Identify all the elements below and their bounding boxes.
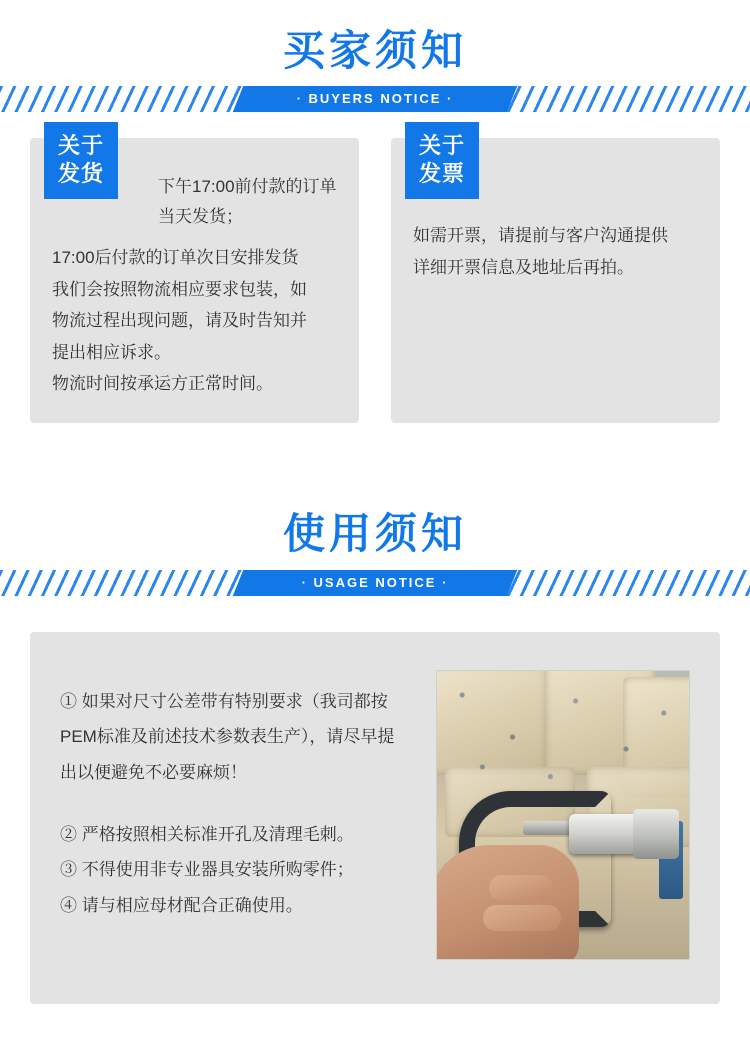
photo-parts-grit [437, 671, 689, 791]
buyers-notice-title: 买家须知 [282, 27, 467, 74]
card-invoice-body [413, 220, 698, 283]
usage-item-1-line-1: ① 如果对尺寸公差带有特别要求（我司都按 [60, 691, 388, 711]
micrometer-thimble [633, 809, 679, 859]
card-shipping-line-4: 提出相应诉求。 [52, 342, 171, 362]
photo-finger-1 [489, 875, 553, 901]
card-shipping-tag-line1: 关于 [58, 133, 105, 159]
usage-notice-header [0, 483, 750, 595]
usage-item-4: ④ 请与相应母材配合正确使用。 [60, 896, 303, 915]
buyers-notice-cards [0, 133, 750, 423]
usage-item-2: ② 严格按照相关标准开孔及清理毛刺。 [60, 824, 354, 844]
buyers-notice-ribbon [0, 86, 750, 112]
card-shipping-inline-text: 下午17:00前付款的订单当天发货； [158, 177, 337, 226]
usage-notice-title: 使用须知 [282, 510, 467, 558]
card-shipping-body [52, 242, 337, 399]
card-shipping-tag [44, 122, 118, 199]
card-invoice-tag [405, 122, 479, 199]
usage-notice-subtitle: · USAGE NOTICE · [301, 574, 449, 590]
ribbon-stripes-right [492, 86, 750, 112]
usage-notice-panel [30, 632, 720, 1004]
usage-item-1-line-2: PEM标准及前述技术参数表生产），请尽早提 [60, 727, 395, 747]
buyers-notice-subtitle: · BUYERS NOTICE · [296, 91, 454, 107]
card-invoice [391, 133, 720, 423]
usage-notice-list [60, 684, 452, 924]
usage-ribbon-stripes-left [0, 570, 258, 596]
ribbon-stripes-left [0, 86, 258, 112]
usage-item-1-line-3: 出以便避免不必要麻烦！ [60, 762, 247, 782]
card-invoice-line-2: 详细开票信息及地址后再拍。 [413, 257, 634, 277]
card-shipping-line-5: 物流时间按承运方正常时间。 [52, 373, 273, 393]
usage-list-spacer [60, 791, 452, 817]
card-shipping-line-1: 17:00后付款的订单次日安排发货 [52, 248, 299, 268]
usage-item-3: ③ 不得使用非专业器具安装所购零件； [60, 860, 354, 880]
buyers-notice-header [0, 0, 750, 112]
card-invoice-tag-line2: 发票 [419, 160, 466, 186]
usage-ribbon-stripes-right [492, 570, 750, 596]
micrometer-photo [436, 670, 690, 960]
card-shipping-tag-line2: 发货 [58, 160, 105, 186]
photo-hand [436, 845, 579, 960]
card-shipping-line-3: 物流过程出现问题，请及时告知并 [52, 311, 307, 331]
card-invoice-tag-line1: 关于 [419, 133, 466, 159]
card-shipping-line-2: 我们会按照物流相应要求包装，如 [52, 279, 307, 299]
photo-finger-2 [483, 905, 561, 931]
bottom-spacer [0, 1004, 750, 1058]
card-shipping [30, 133, 359, 423]
usage-notice-ribbon [0, 570, 750, 596]
card-invoice-line-1: 如需开票，请提前与客户沟通提供 [413, 226, 668, 246]
